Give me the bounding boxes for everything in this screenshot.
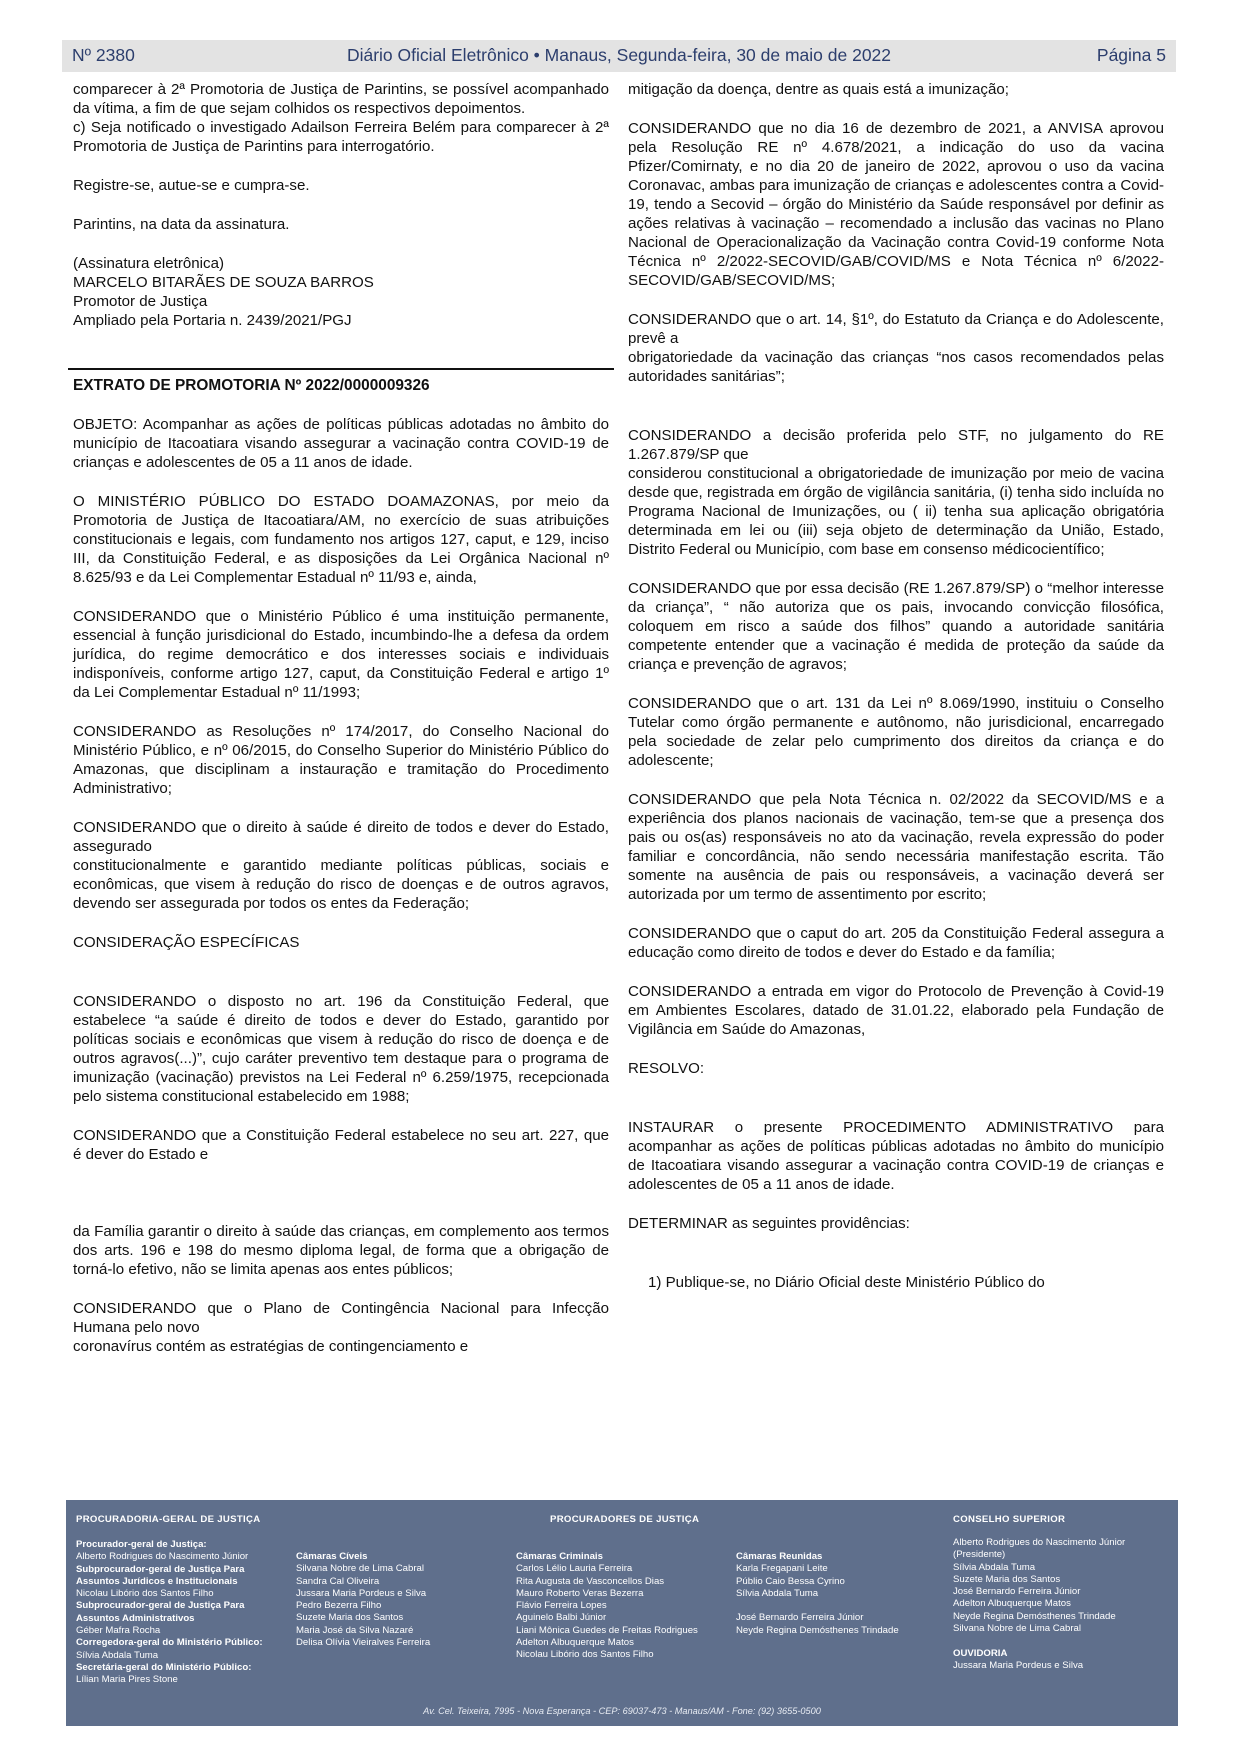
paragraph: CONSIDERANDO que o art. 131 da Lei nº 8.069/1990, instituiu o Conselho Tutelar como órgão permanente e autônomo, não jurisdicional, encarregado pela sociedade de zelar pelo cumprimento dos direitos da criança e do adolescente; xyxy=(628,695,1164,769)
footer-list-item: Sílvia Abdala Tuma xyxy=(76,1649,159,1661)
paragraph: OBJETO: Acompanhar as ações de políticas públicas adotadas no âmbito do município de Itacoatiara visando assegurar a vacinação contra COVID-19 de crianças e adolescentes de 05 a 11 anos de idade. xyxy=(73,416,609,471)
page-footer xyxy=(66,1500,1178,1726)
footer-col-reunidas xyxy=(736,1551,899,1637)
footer-address: Av. Cel. Teixeira, 7995 - Nova Esperança - CEP: 69037-473 - Manaus/AM - Fone: (92) 3655-0500 xyxy=(423,1706,821,1716)
footer-list-item: Karla Fregapani Leite xyxy=(736,1563,828,1575)
footer-list-item: Maria José da Silva Nazaré xyxy=(296,1624,414,1636)
footer-list-item: (Presidente) xyxy=(953,1549,1006,1561)
footer-list-item: Subprocurador-geral de Justiça Para xyxy=(76,1600,245,1612)
footer-list-item: Adelton Albuquerque Matos xyxy=(516,1637,634,1649)
left-column xyxy=(73,80,609,1356)
footer-list-item: José Bernardo Ferreira Júnior xyxy=(736,1612,864,1624)
footer-list-item: Alberto Rodrigues do Nascimento Júnior xyxy=(76,1551,249,1563)
footer-list-item: Pedro Bezerra Filho xyxy=(296,1600,382,1612)
footer-list-item: Géber Mafra Rocha xyxy=(76,1625,161,1637)
footer-list-item: Rita Augusta de Vasconcellos Dias xyxy=(516,1575,665,1587)
paragraph: Registre-se, autue-se e cumpra-se. xyxy=(73,177,310,194)
paragraph: comparecer à 2ª Promotoria de Justiça de Parintins, se possível acompanhado da vítima, a fim de que sejam colhidos os respectivos depoimentos. xyxy=(73,81,609,117)
footer-col-civeis xyxy=(296,1551,430,1649)
footer-list-item: Silvana Nobre de Lima Cabral xyxy=(953,1623,1081,1635)
footer-list-item: Sílvia Abdala Tuma xyxy=(953,1561,1036,1573)
signature-name: MARCELO BITARÃES DE SOUZA BARROS xyxy=(73,274,374,291)
paragraph: CONSIDERANDO que o Plano de Contingência Nacional para Infecção Humana pelo novo coronavírus contém as estratégias de contingenciamento e xyxy=(73,1300,609,1355)
subheading: CONSIDERAÇÃO ESPECÍFICAS xyxy=(73,934,300,951)
footer-list-item: Câmaras Cíveis xyxy=(296,1551,368,1562)
footer-list-item: Câmaras Criminais xyxy=(516,1551,603,1562)
paragraph: CONSIDERANDO que no dia 16 de dezembro de 2021, a ANVISA aprovou pela Resolução RE nº 4.678/2021, a indicação do uso da vacina Pfizer/Comirnaty, e no dia 20 de janeiro de 2022, aprovou o uso da vacina Coronavac, ambas para imunização de crianças e adolescentes contra a Covid-19, tendo a Secovid – órgão do Ministério da Saúde responsável por definir as ações relativas à vacinação – recomendado a inclusão das vacinas no Plano Nacional de Operacionalização da Vacinação contra Covid-19 conforme Nota Técnica nº 2/2022-SECOVID/GAB/COVID/MS e Nota Técnica nº 6/2022-SECOVID/GAB/SECOVID/MS; xyxy=(628,120,1164,289)
footer-list-item: Sandra Cal Oliveira xyxy=(296,1575,380,1587)
footer-heading-procuradores: PROCURADORES DE JUSTIÇA xyxy=(550,1514,700,1525)
paragraph: mitigação da doença, dentre as quais está a imunização; xyxy=(628,81,1009,98)
paragraph: CONSIDERANDO a entrada em vigor do Protocolo de Prevenção à Covid-19 em Ambientes Escolares, datado de 31.01.22, elaborado pela Fundação de Vigilância em Saúde do Amazonas, xyxy=(628,983,1164,1038)
footer-list-item: Lílian Maria Pires Stone xyxy=(76,1674,178,1686)
footer-list-item: José Bernardo Ferreira Júnior xyxy=(953,1586,1081,1598)
footer-list-item: Jussara Maria Pordeus e Silva xyxy=(953,1659,1084,1671)
footer-list-item: Nicolau Libório dos Santos Filho xyxy=(76,1588,214,1600)
footer-list-item: Assuntos Jurídicos e Institucionais xyxy=(76,1575,238,1587)
paragraph: Parintins, na data da assinatura. xyxy=(73,216,290,233)
footer-col-criminais xyxy=(516,1551,698,1662)
paragraph: CONSIDERANDO as Resoluções nº 174/2017, do Conselho Nacional do Ministério Público, e nº 06/2015, do Conselho Superior do Ministério Público do Amazonas, que disciplinam a instauração e tramitação do Procedimento Administrativo; xyxy=(73,723,609,797)
paragraph: O MINISTÉRIO PÚBLICO DO ESTADO DOAMAZONAS, por meio da Promotoria de Justiça de Itacoatiara/AM, no exercício de suas atribuições constitucionais e legais, com fundamento nos artigos 127, caput, e 129, inciso III, da Constituição Federal, e as disposições da Lei Orgânica Nacional nº 8.625/93 e da Lei Complementar Estadual nº 11/93 e, ainda, xyxy=(73,493,609,586)
paragraph: da Família garantir o direito à saúde das crianças, em complemento aos termos dos arts. 196 e 198 do mesmo diploma legal, de forma que a obrigação de torná-lo efetivo, não se limita apenas aos entes públicos; xyxy=(73,1223,609,1278)
footer-list-item: Aguinelo Balbi Júnior xyxy=(516,1612,607,1624)
signature-role: Promotor de Justiça xyxy=(73,293,208,310)
page-number: Página 5 xyxy=(1096,45,1166,65)
footer-list-item: Secretária-geral do Ministério Público: xyxy=(76,1661,252,1673)
paragraph: CONSIDERANDO que o Ministério Público é uma instituição permanente, essencial à função jurisdicional do Estado, incumbindo-lhe a defesa da ordem jurídica, do regime democrático e dos interesses sociais e individuais indisponíveis, conforme artigo 127, caput, da Constituição Federal e artigo 1º da Lei Complementar Estadual nº 11/1993; xyxy=(73,608,609,701)
footer-col-pgj xyxy=(76,1539,263,1687)
footer-list-item: Corregedora-geral do Ministério Público: xyxy=(76,1637,263,1649)
paragraph: CONSIDERANDO que o direito à saúde é direito de todos e dever do Estado, assegurado constitucionalmente e garantido mediante políticas públicas, sociais e econômicas, que visem à redução do risco de doenças e de outros agravos, devendo ser assegurada por todos os entes da Federação; xyxy=(73,819,609,912)
footer-list-item: Adelton Albuquerque Matos xyxy=(953,1598,1071,1610)
section-title: EXTRATO DE PROMOTORIA Nº 2022/0000009326 xyxy=(68,368,614,395)
paragraph: CONSIDERANDO que o caput do art. 205 da Constituição Federal assegura a educação como direito de todos e dever do Estado e da família; xyxy=(628,925,1164,961)
paragraph: CONSIDERANDO que o art. 14, §1º, do Estatuto da Criança e do Adolescente, prevê a obrigatoriedade da vacinação das crianças “nos casos recomendados pelas autoridades sanitárias”; xyxy=(628,311,1164,385)
paragraph: INSTAURAR o presente PROCEDIMENTO ADMINISTRATIVO para acompanhar as ações de políticas públicas adotadas no âmbito do município de Itacoatiara visando assegurar a vacinação contra COVID-19 de crianças e adolescentes de 05 a 11 anos de idade. xyxy=(628,1119,1164,1193)
paragraph: CONSIDERANDO que a Constituição Federal estabelece no seu art. 227, que é dever do Estado e xyxy=(73,1127,609,1163)
footer-heading-conselho: CONSELHO SUPERIOR xyxy=(953,1514,1066,1525)
signature-line: (Assinatura eletrônica) xyxy=(73,255,225,272)
footer-list-item: Silvana Nobre de Lima Cabral xyxy=(296,1563,424,1575)
paragraph: CONSIDERANDO o disposto no art. 196 da Constituição Federal, que estabelece “a saúde é direito de todos e dever do Estado, garantido por políticas sociais e econômicas que visem à redução do risco de doença e de outros agravos(...)”, cujo caráter preventivo tem destaque para o programa de imunização (vacinação) previstos na Lei Federal nº 6.259/1975, recepcionada pelo sistema constitucional estabelecido em 1988; xyxy=(73,993,609,1105)
footer-col-conselho xyxy=(953,1537,1125,1672)
footer-list-item: Procurador-geral de Justiça: xyxy=(76,1539,207,1550)
footer-list-item: Sílvia Abdala Tuma xyxy=(736,1587,819,1599)
footer-list-item: Neyde Regina Demósthenes Trindade xyxy=(953,1610,1116,1622)
footer-list-item: Flávio Ferreira Lopes xyxy=(516,1600,607,1612)
footer-list-item: Neyde Regina Demósthenes Trindade xyxy=(736,1624,899,1636)
footer-list-item: Suzete Maria dos Santos xyxy=(953,1573,1061,1585)
right-column xyxy=(628,80,1164,1312)
journal-title: Diário Oficial Eletrônico • Manaus, Segunda-feira, 30 de maio de 2022 xyxy=(346,45,892,65)
footer-list-item: Mauro Roberto Veras Bezerra xyxy=(516,1587,644,1599)
footer-list-item: Assuntos Administrativos xyxy=(76,1612,195,1624)
paragraph: c) Seja notificado o investigado Adailson Ferreira Belém para comparecer à 2ª Promotoria de Justiça de Parintins para interrogatório. xyxy=(73,119,609,155)
footer-list-item: Jussara Maria Pordeus e Silva xyxy=(296,1587,427,1599)
paragraph: 1) Publique-se, no Diário Oficial deste Ministério Público do xyxy=(648,1274,1045,1291)
footer-list-item: Liani Mônica Guedes de Freitas Rodrigues xyxy=(516,1624,698,1636)
paragraph: DETERMINAR as seguintes providências: xyxy=(628,1215,910,1232)
paragraph: CONSIDERANDO a decisão proferida pelo STF, no julgamento do RE 1.267.879/SP que considerou constitucional a obrigatoriedade de imunização por meio de vacina desde que, registrada em órgão de vigilância sanitária, (i) tenha sido incluída no Programa Nacional de Imunizações, ou ( ii) tenha sua aplicação obrigatória determinada em lei ou (iii) seja objeto de determinação da União, Estado, Distrito Federal ou Município, com base em consenso médicocientífico; xyxy=(628,427,1164,558)
footer-list-item: Carlos Lélio Lauria Ferreira xyxy=(516,1563,633,1575)
page-header xyxy=(62,40,1176,72)
footer-list-item: Câmaras Reunidas xyxy=(736,1551,823,1562)
footer-list-item xyxy=(953,1635,1125,1647)
paragraph: RESOLVO: xyxy=(628,1060,705,1077)
footer-list-item: OUVIDORIA xyxy=(953,1647,1008,1659)
edition-number: Nº 2380 xyxy=(72,45,135,65)
footer-list-item: Públio Caio Bessa Cyrino xyxy=(736,1575,845,1587)
footer-list-item: Subprocurador-geral de Justiça Para xyxy=(76,1563,245,1575)
footer-list-item: Suzete Maria dos Santos xyxy=(296,1612,404,1624)
footer-list-item xyxy=(736,1600,899,1612)
signature-note: Ampliado pela Portaria n. 2439/2021/PGJ xyxy=(73,312,352,329)
paragraph: CONSIDERANDO que pela Nota Técnica n. 02/2022 da SECOVID/MS e a experiência dos planos nacionais de vacinação, tem-se que a presença dos pais ou os(as) responsáveis no ato da vacinação, revela expressão do poder familiar e concordância, não sendo necessária manifestação escrita. Tão somente na ausência de pais ou responsáveis, a vacinação deverá ser autorizada por um termo de assentimento por escrito; xyxy=(628,791,1164,903)
footer-list-item: Delisa Olívia Vieiralves Ferreira xyxy=(296,1637,431,1649)
paragraph: CONSIDERANDO que por essa decisão (RE 1.267.879/SP) o “melhor interesse da criança”, “ não autoriza que os pais, invocando convicção filosófica, coloquem em risco a saúde dos filhos” quando a autoridade sanitária competente entender que a vacinação é medida de proteção da saúde da criança e prevenção de agravos; xyxy=(628,580,1164,673)
footer-heading-pgj: PROCURADORIA-GERAL DE JUSTIÇA xyxy=(76,1514,261,1525)
footer-list-item: Alberto Rodrigues do Nascimento Júnior xyxy=(953,1537,1126,1548)
footer-list-item: Nicolau Libório dos Santos Filho xyxy=(516,1649,654,1661)
